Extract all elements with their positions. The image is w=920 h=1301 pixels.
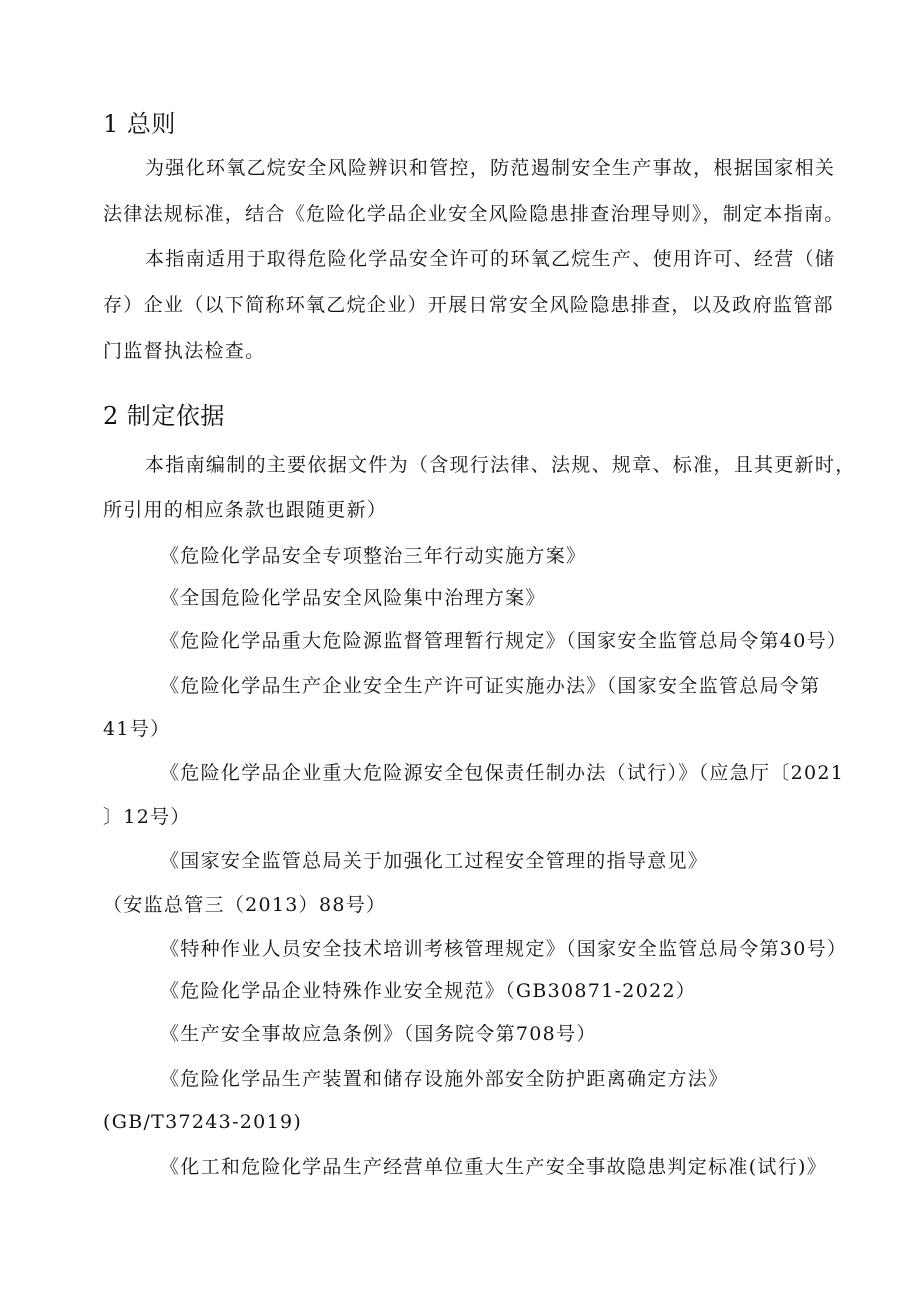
reference-item: 《化工和危险化学品生产经营单位重大生产安全事故隐患判定标准(试行)》 xyxy=(160,1156,828,1178)
reference-item: 《危险化学品重大危险源监督管理暂行规定》（国家安全监管总局令第40号） xyxy=(160,630,848,652)
paragraph-line: 本指南适用于取得危险化学品安全许可的环氧乙烷生产、使用许可、经营（储 xyxy=(145,248,836,270)
reference-item: 《危险化学品企业重大危险源安全包保责任制办法（试行）》（应急厅〔2021 xyxy=(160,762,845,784)
paragraph-line: 门监督执法检查。 xyxy=(103,340,266,362)
section-heading-general: 1 总则 xyxy=(103,110,176,138)
paragraph-line: 法律法规标准，结合《危险化学品企业安全风险隐患排查治理导则》，制定本指南。 xyxy=(103,203,845,225)
paragraph-line: 本指南编制的主要依据文件为（含现行法律、法规、规章、标准，且其更新时， xyxy=(145,454,856,476)
reference-item-continued: (GB/T37243-2019) xyxy=(103,1111,303,1133)
reference-item: 《危险化学品安全专项整治三年行动实施方案》 xyxy=(160,545,587,567)
reference-item: 《危险化学品生产企业安全生产许可证实施办法》（国家安全监管总局令第 xyxy=(160,675,821,697)
reference-item: 《危险化学品企业特殊作业安全规范》（GB30871-2022） xyxy=(160,980,697,1002)
reference-item-continued: （安监总管三（2013）88号） xyxy=(103,894,387,916)
paragraph-line: 存）企业（以下简称环氧乙烷企业）开展日常安全风险隐患排查，以及政府监管部 xyxy=(103,294,834,316)
paragraph-line: 为强化环氧乙烷安全风险辨识和管控，防范遏制安全生产事故，根据国家相关 xyxy=(145,157,836,179)
reference-item: 《全国危险化学品安全风险集中治理方案》 xyxy=(160,587,546,609)
reference-item: 《国家安全监管总局关于加强化工过程安全管理的指导意见》 xyxy=(160,850,709,872)
reference-item-continued: 〕12号） xyxy=(103,806,191,828)
section-heading-basis: 2 制定依据 xyxy=(103,402,225,430)
reference-item: 《特种作业人员安全技术培训考核管理规定》（国家安全监管总局令第30号） xyxy=(160,938,848,960)
reference-item: 《危险化学品生产装置和储存设施外部安全防护距离确定方法》 xyxy=(160,1068,729,1090)
reference-item-continued: 41号） xyxy=(103,718,171,740)
reference-item: 《生产安全事故应急条例》（国务院令第708号） xyxy=(160,1023,597,1045)
paragraph-line: 所引用的相应条款也跟随更新） xyxy=(103,499,388,521)
